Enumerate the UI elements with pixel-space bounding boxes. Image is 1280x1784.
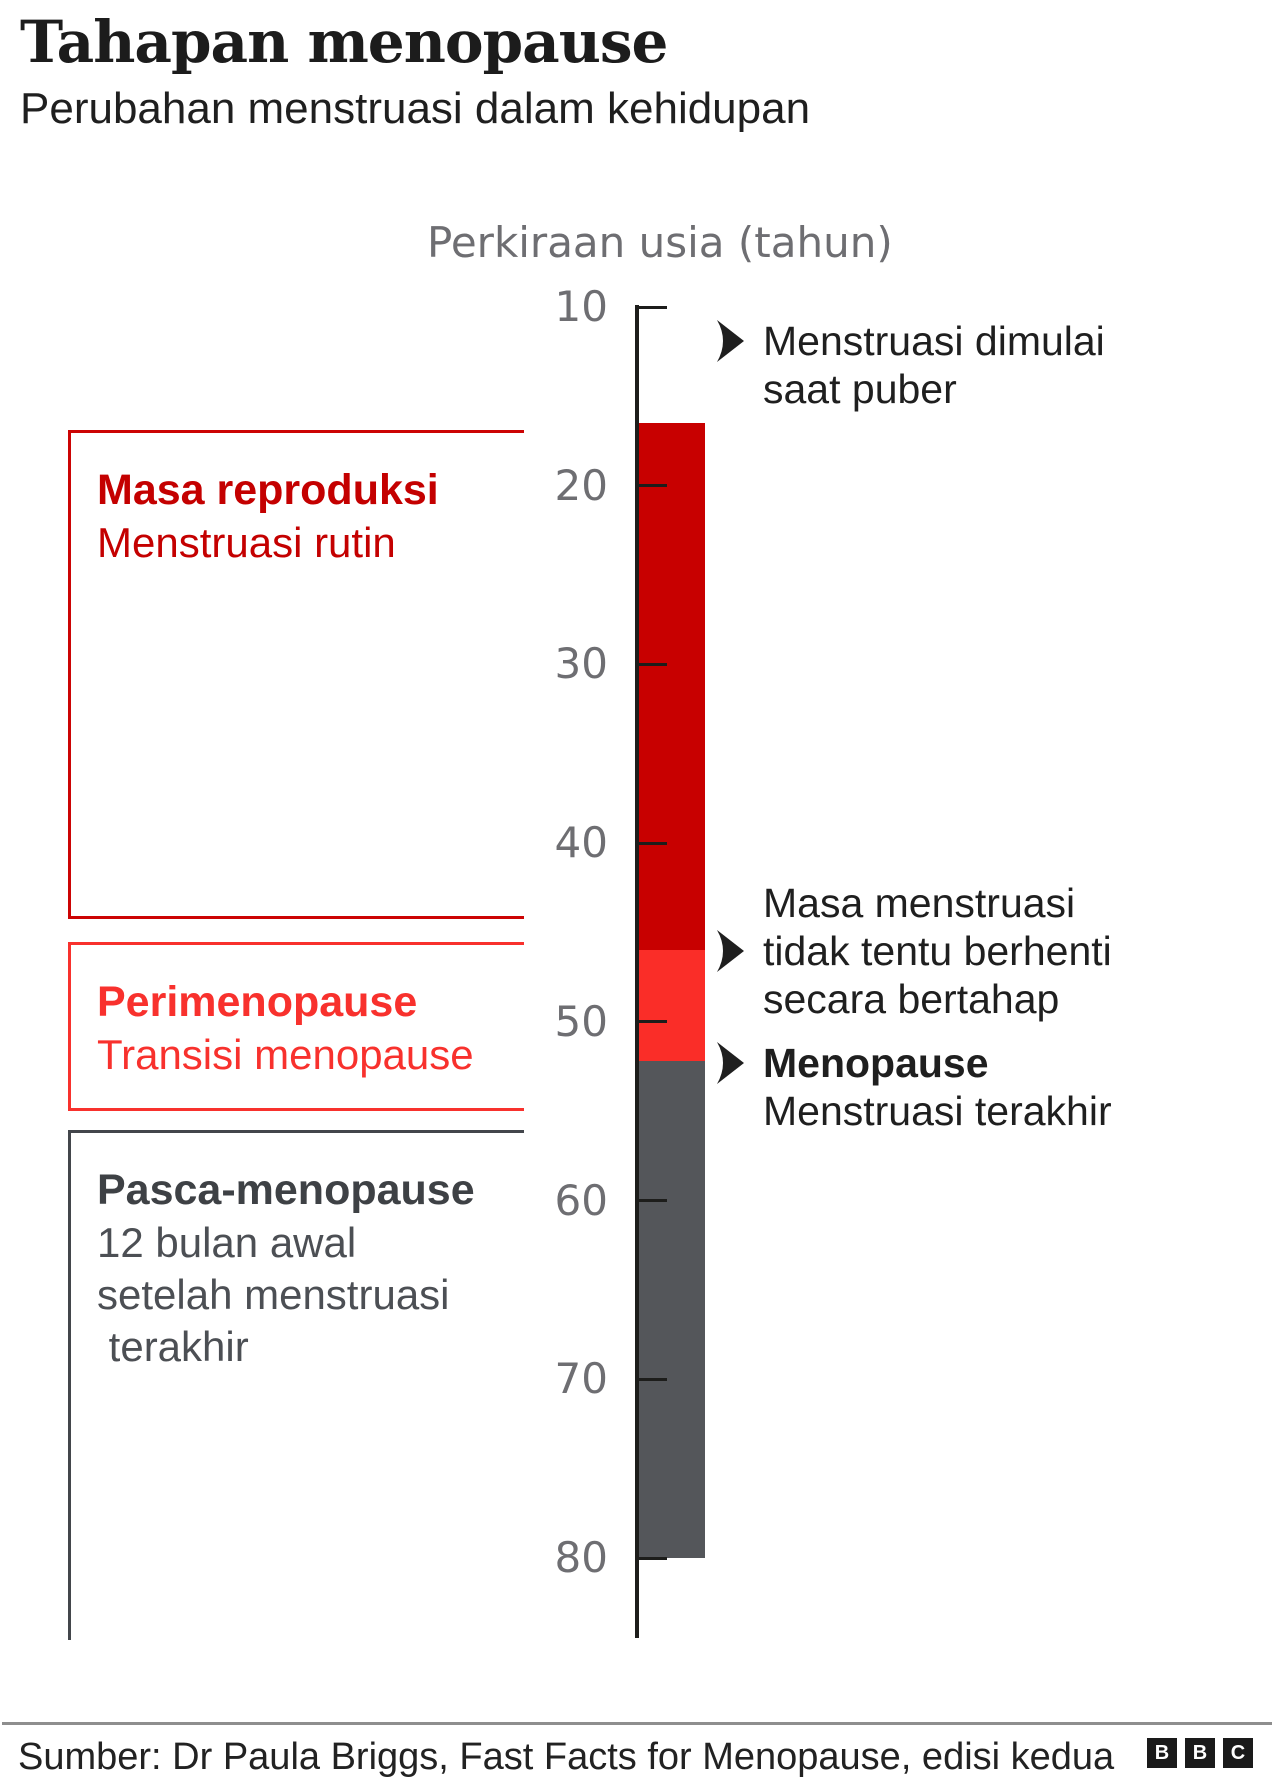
tick-mark-80 (639, 1557, 667, 1560)
bbc-logo-block: B (1147, 1738, 1177, 1768)
page-title: Tahapan menopause (20, 8, 668, 76)
chevron-right-icon (716, 930, 745, 972)
tick-mark-30 (639, 663, 667, 666)
stage-box-pasca-menopause (68, 1130, 524, 1640)
annotation-line: Masa menstruasi (763, 880, 1076, 927)
tick-label-70: 70 (554, 1354, 608, 1404)
tick-label-30: 30 (554, 639, 608, 689)
annotation-line: Menopause (763, 1039, 989, 1086)
bbc-logo-block: B (1185, 1738, 1215, 1768)
tick-label-60: 60 (554, 1175, 608, 1225)
tick-label-40: 40 (554, 818, 608, 868)
page-subtitle: Perubahan menstruasi dalam kehidupan (20, 84, 811, 133)
bbc-logo (1147, 1738, 1253, 1768)
stage-box-perimenopause (68, 942, 524, 1111)
stage-description-line: setelah menstruasi (97, 1271, 450, 1318)
stage-description-line: Menstruasi rutin (97, 519, 396, 566)
footer-divider (2, 1722, 1272, 1725)
tick-mark-70 (639, 1378, 667, 1381)
tick-label-80: 80 (554, 1533, 608, 1583)
tick-mark-50 (639, 1020, 667, 1023)
stage-box-masa-reproduksi (68, 430, 524, 919)
stage-heading: Pasca-menopause (97, 1166, 475, 1214)
annotation-line: saat puber (763, 365, 957, 412)
annotation-3 (763, 1039, 1112, 1135)
annotation-line: secara bertahap (763, 976, 1060, 1023)
annotation-line: Menstruasi dimulai (763, 317, 1105, 364)
stage-description-line: 12 bulan awal (97, 1219, 357, 1266)
stage-heading: Perimenopause (97, 978, 418, 1026)
tick-label-20: 20 (554, 460, 608, 510)
band-masa-reproduksi (639, 423, 705, 950)
stage-description-line: Transisi menopause (97, 1031, 474, 1078)
tick-mark-20 (639, 484, 667, 487)
tick-mark-60 (639, 1199, 667, 1202)
band-perimenopause (639, 950, 705, 1061)
bbc-logo-block: C (1223, 1738, 1253, 1768)
stage-description-line: terakhir (97, 1323, 249, 1370)
source-credit: Sumber: Dr Paula Briggs, Fast Facts for Menopause, edisi kedua (18, 1736, 1115, 1778)
annotation-line: Menstruasi terakhir (763, 1087, 1112, 1134)
tick-label-50: 50 (554, 996, 608, 1046)
tick-label-10: 10 (554, 282, 608, 331)
chevron-right-icon (716, 320, 745, 362)
chevron-right-icon (716, 1042, 745, 1084)
annotation-1 (763, 317, 1105, 413)
annotation-line: tidak tentu berhenti (763, 928, 1112, 975)
tick-mark-10 (639, 306, 667, 309)
band-pasca-menopause (639, 1061, 705, 1558)
annotation-2 (763, 879, 1112, 1023)
stage-heading: Masa reproduksi (97, 466, 439, 514)
tick-mark-40 (639, 842, 667, 845)
axis-title: Perkiraan usia (tahun) (427, 218, 893, 267)
